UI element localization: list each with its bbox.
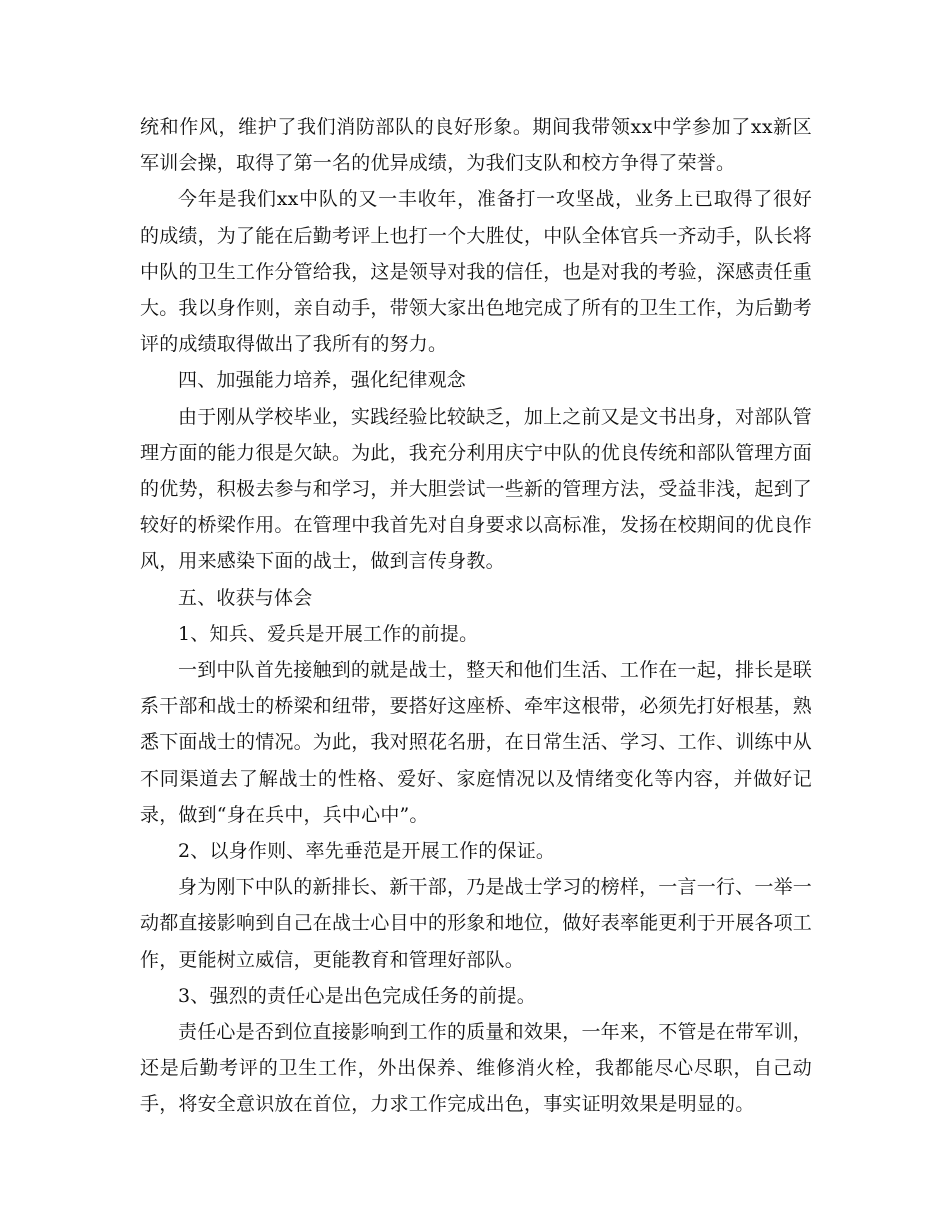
subheading-one: 1、知兵、爱兵是开展工作的前提。 <box>178 622 479 645</box>
subheading-three: 3、强烈的责任心是出色完成任务的前提。 <box>178 984 536 1007</box>
paragraph-ability-training: 由于刚从学校毕业，实践经验比较缺乏，加上之前又是文书出身，对部队管理方面的能力很是欠缺。为此，我充分利用庆宁中队的优良传统和部队管理方面的优势，积极去参与和学习，并大胆尝试一些新的管理方法，受益非浅，起到了较好的桥梁作用。在管理中我首先对自身要求以高标准，发扬在校期间的优良作风，用来感染下面的战士，做到言传身教。 <box>140 405 813 573</box>
document-body <box>140 109 812 1123</box>
subheading-two: 2、以身作则、率先垂范是开展工作的保证。 <box>178 840 556 863</box>
section-heading-five: 五、收获与体会 <box>178 586 313 609</box>
paragraph-responsibility: 责任心是否到位直接影响到工作的质量和效果，一年来，不管是在带军训，还是后勤考评的卫生工作，外出保养、维修消火栓，我都能尽心尽职，自己动手，将安全意识放在首位，力求工作完成出色，事实证明效果是明显的。 <box>140 1021 812 1116</box>
section-heading-four: 四、加强能力培养，强化纪律观念 <box>178 369 467 392</box>
paragraph-lead-by-example: 身为刚下中队的新排长、新干部，乃是战士学习的榜样，一言一行、一举一动都直接影响到自己在战士心目中的形象和地位，做好表率能更利于开展各项工作，更能树立威信，更能教育和管理好部队。 <box>140 876 813 971</box>
paragraph-know-soldiers: 一到中队首先接触到的就是战士，整天和他们生活、工作在一起，排长是联系干部和战士的桥梁和纽带，要搭好这座桥、牵牢这根带，必须先打好根基，熟悉下面战士的情况。为此，我对照花名册，在日常生活、学习、工作、训练中从不同渠道去了解战士的性格、爱好、家庭情况以及情绪变化等内容，并做好记录，做到“身在兵中，兵中心中”。 <box>140 659 813 826</box>
paragraph-logistics-evaluation: 今年是我们xx中队的又一丰收年，准备打一攻坚战，业务上已取得了很好的成绩，为了能在后勤考评上也打一个大胜仗，中队全体官兵一齐动手，队长将中队的卫生工作分管给我，这是领导对我的信任，也是对我的考验，深感责任重大。我以身作则，亲自动手，带领大家出色地完成了所有的卫生工作，为后勤考评的成绩取得做出了我所有的努力。 <box>140 188 813 356</box>
paragraph-continuation: 统和作风，维护了我们消防部队的良好形象。期间我带领xx中学参加了xx新区军训会操，取得了第一名的优异成绩，为我们支队和校方争得了荣誉。 <box>140 116 812 175</box>
